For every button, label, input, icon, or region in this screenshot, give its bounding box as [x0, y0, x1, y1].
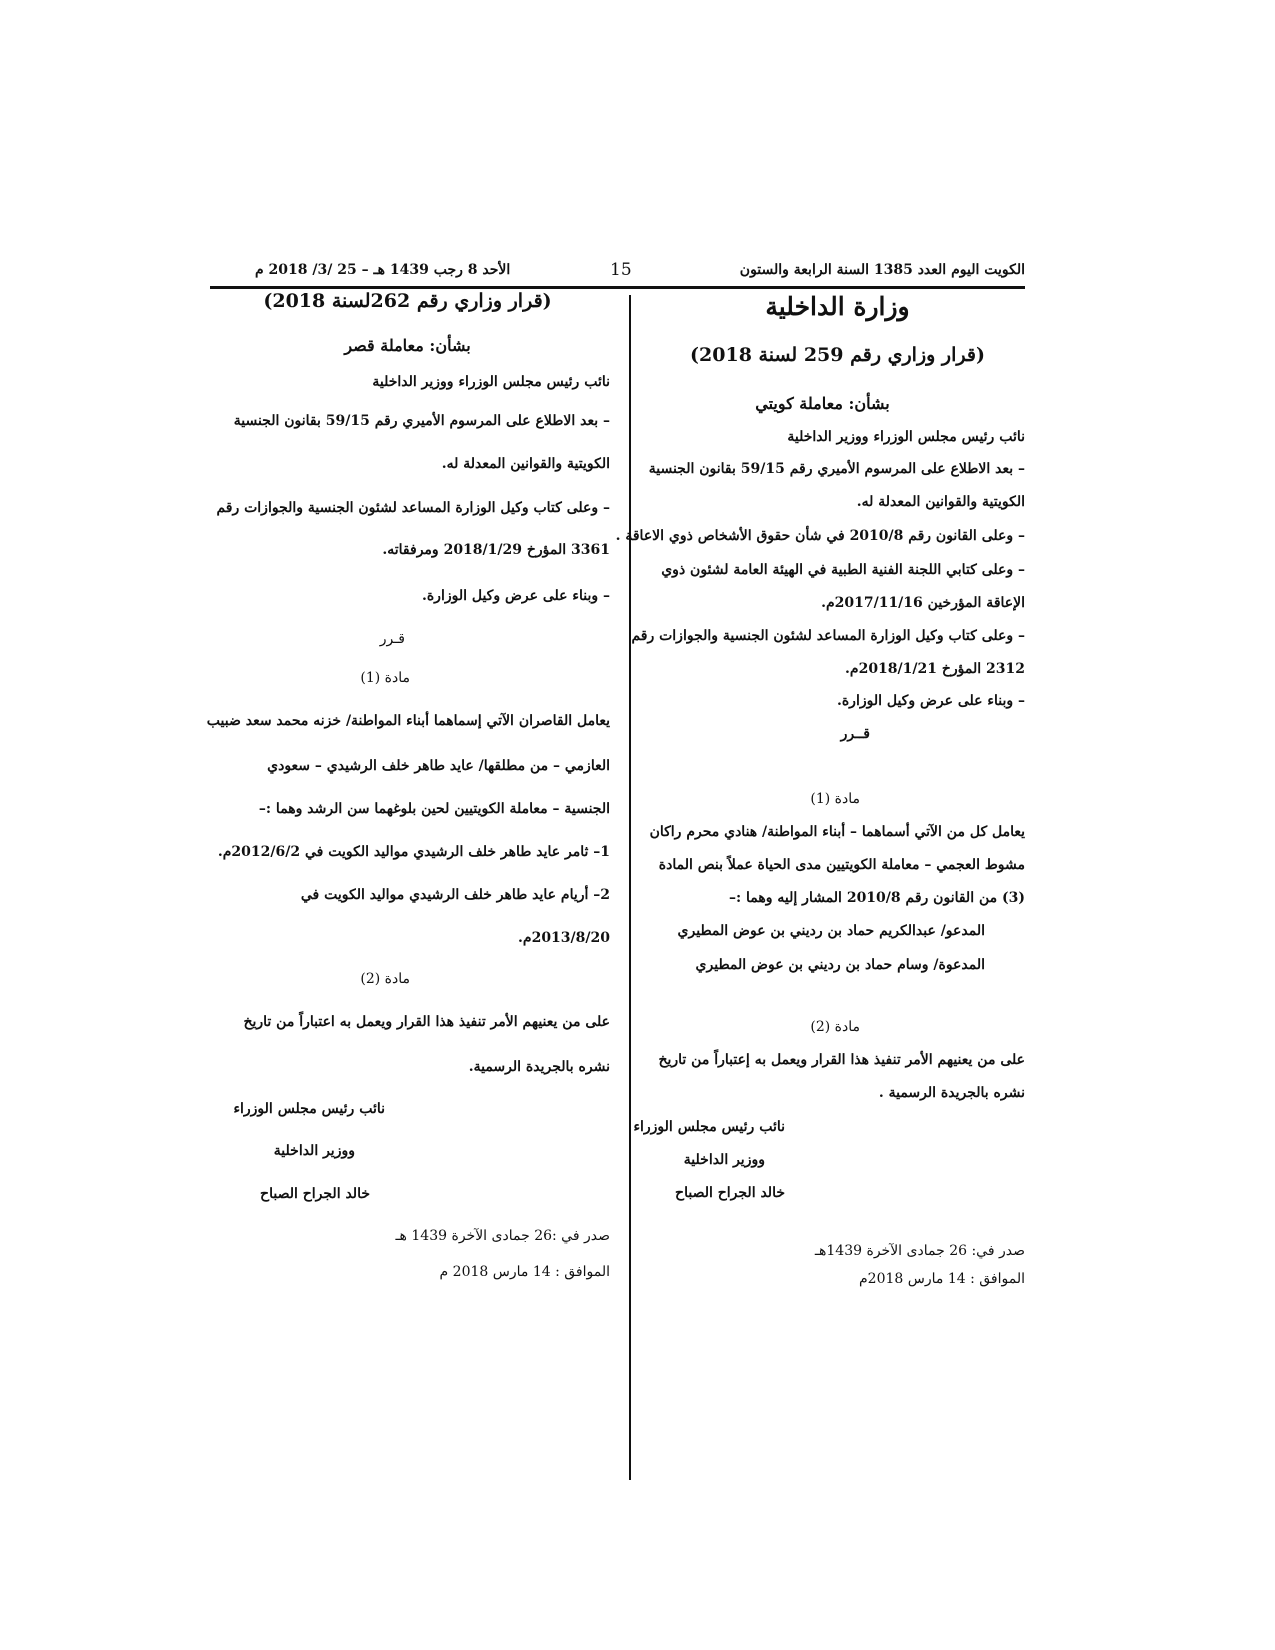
decision-subject: بشأن: معاملة كويتي — [755, 394, 890, 413]
preamble-line: – بعد الاطلاع على المرسوم الأميري رقم 59/15 بقانون الجنسية — [233, 413, 610, 429]
signature-line: نائب رئيس مجلس الوزراء — [233, 1101, 385, 1117]
article-2-title: مادة (2) — [360, 971, 410, 987]
decision-262-column — [205, 0, 610, 1650]
article-1-line: مشوط العجمي – معاملة الكويتيين مدى الحياة عملاً بنص المادة — [658, 857, 1025, 873]
preamble-line: الكويتية والقوانين المعدلة له. — [441, 456, 610, 472]
preamble-line: – وعلى القانون رقم 2010/8 في شأن حقوق الأشخاص ذوي الاعاقة . — [615, 528, 1025, 544]
article-1-line: الجنسية – معاملة الكويتيين لحين بلوغهما سن الرشد وهما :– — [258, 801, 610, 817]
preamble-line: – وعلى كتاب وكيل الوزارة المساعد لشئون الجنسية والجوازات رقم — [631, 628, 1025, 644]
decision-subject: بشأن: معاملة قصر — [344, 336, 471, 355]
decision-259-column — [615, 0, 1025, 1650]
article-1-line: 2– أريام عايد طاهر خلف الرشيدي مواليد الكويت في — [300, 887, 610, 903]
article-2-line: نشره بالجريدة الرسمية . — [878, 1085, 1025, 1101]
signature-line: خالد الجراح الصباح — [260, 1186, 370, 1202]
preamble-line: – وبناء على عرض وكيل الوزارة. — [836, 693, 1025, 709]
article-2-line: على من يعنيهم الأمر تنفيذ هذا القرار ويعمل به اعتباراً من تاريخ — [243, 1014, 610, 1030]
preamble-line: الإعاقة المؤرخين 2017/11/16م. — [821, 595, 1025, 611]
preamble-line: – وعلى كتاب وكيل الوزارة المساعد لشئون الجنسية والجوازات رقم — [216, 500, 610, 516]
decision-title: (قرار وزاري رقم 259 لسنة 2018) — [690, 344, 985, 366]
article-1-line: 1– ثامر عايد طاهر خلف الرشيدي مواليد الكويت في 2012/6/2م. — [217, 844, 610, 860]
article-1-line: يعامل كل من الآتي أسماهما – أبناء المواطنة/ هنادي محرم راكان — [649, 824, 1025, 840]
issued-date-hijri: صدر في: 26 جمادى الآخرة 1439هـ — [814, 1243, 1025, 1259]
article-1-line: المدعو/ عبدالكريم حماد بن رديني بن عوض المطيري — [677, 923, 985, 939]
ministry-heading: وزارة الداخلية — [765, 292, 910, 321]
issued-date-hijri: صدر في :26 جمادى الآخرة 1439 هـ — [395, 1228, 610, 1244]
preamble-line: – وعلى كتابي اللجنة الفنية الطبية في الهيئة العامة لشئون ذوي — [661, 562, 1025, 578]
signature-line: ووزير الداخلية — [273, 1143, 355, 1159]
issue-date: الأحد 8 رجب 1439 هـ – 25 /3/ 2018 م — [255, 262, 511, 278]
signature-line: ووزير الداخلية — [683, 1152, 765, 1168]
page-number: 15 — [610, 260, 632, 280]
preamble-line: 3361 المؤرخ 2018/1/29 ومرفقاته. — [382, 542, 610, 558]
signature-line: خالد الجراح الصباح — [675, 1185, 785, 1201]
publication-info: الكويت اليوم العدد 1385 السنة الرابعة والستون — [739, 262, 1025, 278]
issuer-line: نائب رئيس مجلس الوزراء ووزير الداخلية — [372, 374, 610, 390]
decision-title: (قرار وزاري رقم 262لسنة 2018) — [263, 290, 552, 312]
preamble-line: 2312 المؤرخ 2018/1/21م. — [845, 661, 1025, 677]
article-1-line: 2013/8/20م. — [518, 930, 610, 946]
article-1-title: مادة (1) — [360, 670, 410, 686]
preamble-line: – بعد الاطلاع على المرسوم الأميري رقم 59/15 بقانون الجنسية — [648, 461, 1025, 477]
decided-word: قـرر — [379, 631, 405, 647]
article-1-title: مادة (1) — [810, 791, 860, 807]
article-2-line: نشره بالجريدة الرسمية. — [468, 1059, 610, 1075]
issuer-line: نائب رئيس مجلس الوزراء ووزير الداخلية — [787, 429, 1025, 445]
article-2-title: مادة (2) — [810, 1019, 860, 1035]
issued-date-gregorian: الموافق : 14 مارس 2018م — [858, 1271, 1025, 1287]
preamble-line: – وبناء على عرض وكيل الوزارة. — [421, 588, 610, 604]
article-1-line: يعامل القاصران الآتي إسماهما أبناء المواطنة/ خزنه محمد سعد ضبيب — [206, 713, 610, 729]
article-2-line: على من يعنيهم الأمر تنفيذ هذا القرار ويعمل به إعتباراً من تاريخ — [658, 1052, 1025, 1068]
decided-word: قــرر — [840, 726, 870, 742]
issued-date-gregorian: الموافق : 14 مارس 2018 م — [439, 1264, 610, 1280]
article-1-line: (3) من القانون رقم 2010/8 المشار إليه وهما :– — [729, 890, 1025, 906]
article-1-line: العازمي – من مطلقها/ عايد طاهر خلف الرشيدي – سعودي — [267, 758, 610, 774]
article-1-line: المدعوة/ وسام حماد بن رديني بن عوض المطيري — [695, 957, 985, 973]
signature-line: نائب رئيس مجلس الوزراء — [633, 1119, 785, 1135]
preamble-line: الكويتية والقوانين المعدلة له. — [856, 494, 1025, 510]
column-divider — [629, 295, 631, 1480]
